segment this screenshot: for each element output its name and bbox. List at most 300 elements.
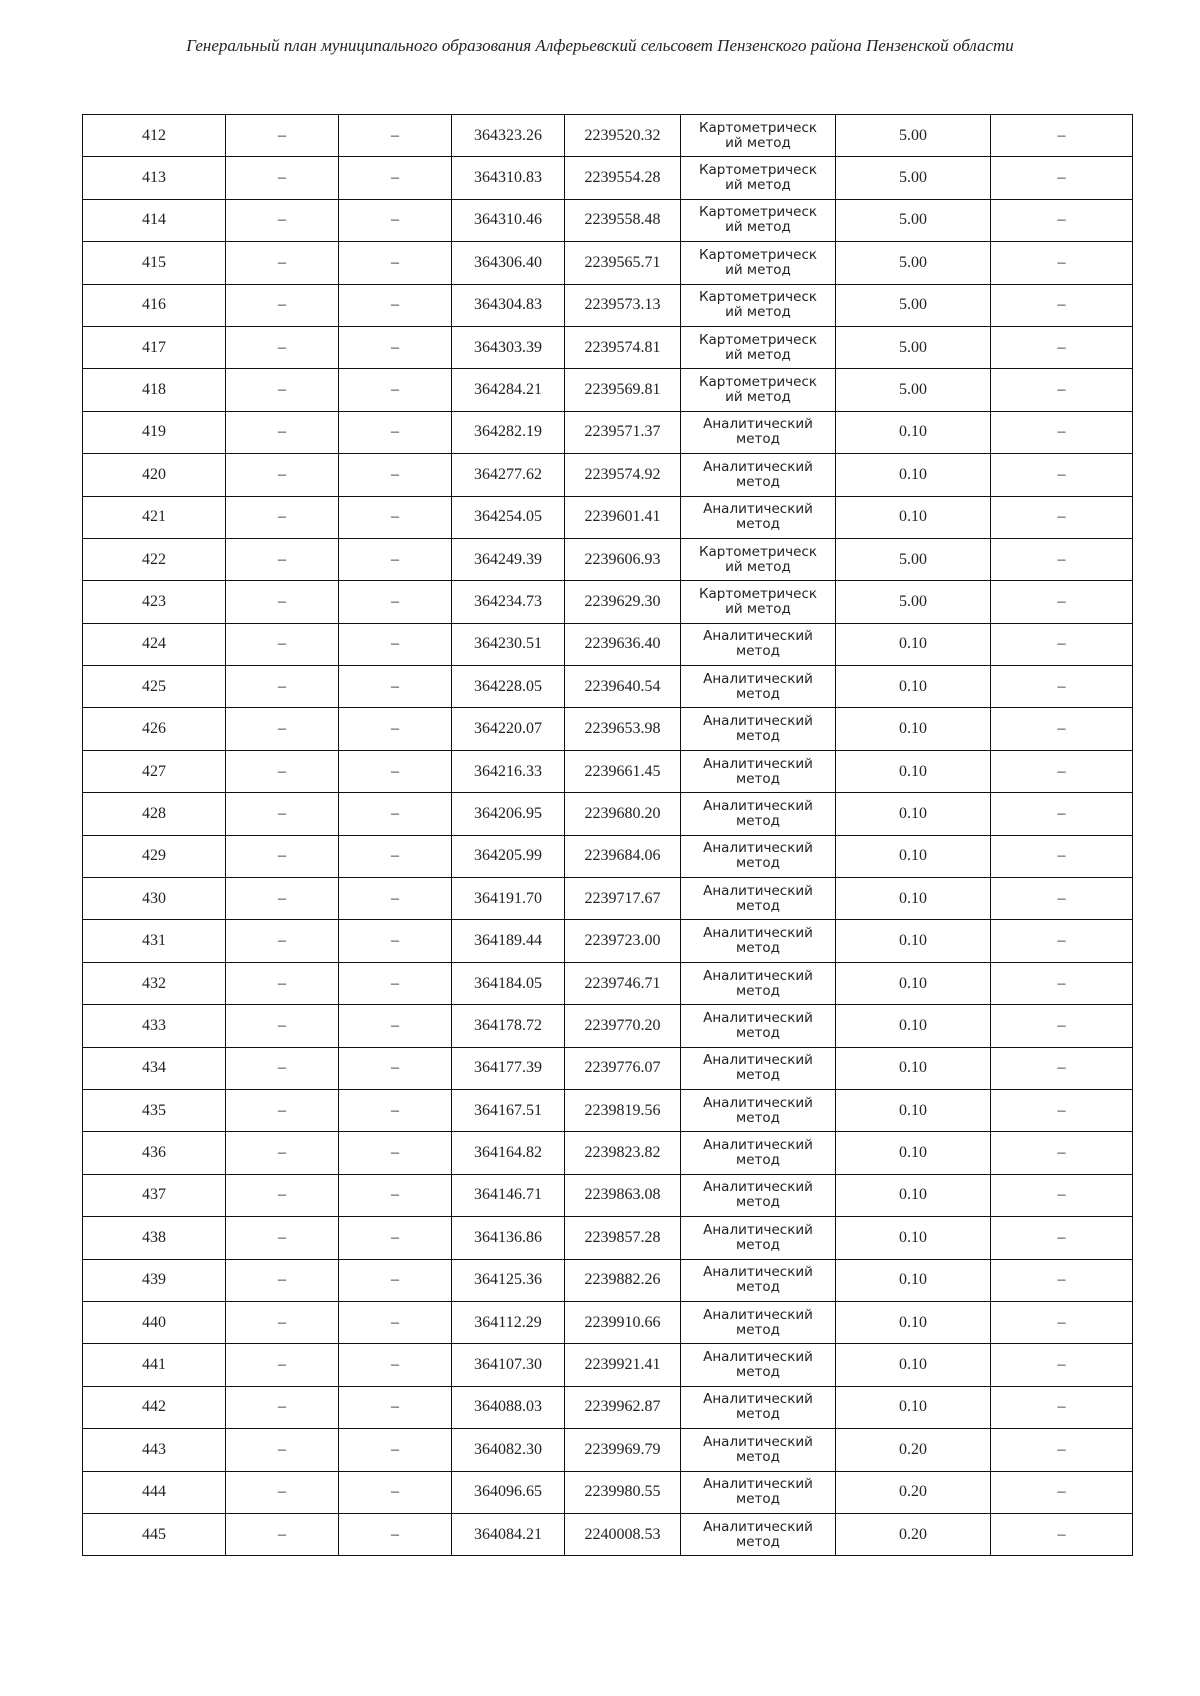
empty-cell: – bbox=[339, 242, 452, 284]
x-coordinate-cell: 364282.19 bbox=[452, 411, 565, 453]
empty-cell: – bbox=[226, 1429, 339, 1471]
empty-cell: – bbox=[991, 1089, 1133, 1131]
method-cell bbox=[681, 1047, 836, 1089]
x-coordinate-cell: 364167.51 bbox=[452, 1089, 565, 1131]
y-coordinate-cell: 2239653.98 bbox=[565, 708, 681, 750]
y-coordinate-cell: 2239863.08 bbox=[565, 1174, 681, 1216]
method-label: Картометрическ ий метод bbox=[698, 331, 818, 363]
table-row bbox=[83, 1259, 1133, 1301]
y-coordinate-cell: 2239980.55 bbox=[565, 1471, 681, 1513]
accuracy-cell: 5.00 bbox=[836, 199, 991, 241]
point-number-cell: 433 bbox=[83, 1005, 226, 1047]
method-cell bbox=[681, 369, 836, 411]
empty-cell: – bbox=[991, 920, 1133, 962]
accuracy-cell: 0.20 bbox=[836, 1429, 991, 1471]
x-coordinate-cell: 364310.46 bbox=[452, 199, 565, 241]
table-row bbox=[83, 793, 1133, 835]
y-coordinate-cell: 2239882.26 bbox=[565, 1259, 681, 1301]
empty-cell: – bbox=[339, 1513, 452, 1555]
empty-cell: – bbox=[991, 623, 1133, 665]
point-number-cell: 438 bbox=[83, 1217, 226, 1259]
y-coordinate-cell: 2239969.79 bbox=[565, 1429, 681, 1471]
point-number-cell: 445 bbox=[83, 1513, 226, 1555]
accuracy-cell: 0.20 bbox=[836, 1471, 991, 1513]
accuracy-cell: 0.10 bbox=[836, 1344, 991, 1386]
empty-cell: – bbox=[226, 962, 339, 1004]
point-number-cell: 440 bbox=[83, 1301, 226, 1343]
table-row bbox=[83, 962, 1133, 1004]
method-cell bbox=[681, 1174, 836, 1216]
table-body bbox=[83, 115, 1133, 1556]
accuracy-cell: 5.00 bbox=[836, 581, 991, 623]
empty-cell: – bbox=[226, 1089, 339, 1131]
method-cell bbox=[681, 496, 836, 538]
accuracy-cell: 0.10 bbox=[836, 496, 991, 538]
empty-cell: – bbox=[991, 1301, 1133, 1343]
accuracy-cell: 0.10 bbox=[836, 1174, 991, 1216]
accuracy-cell: 0.10 bbox=[836, 1217, 991, 1259]
accuracy-cell: 0.10 bbox=[836, 835, 991, 877]
y-coordinate-cell: 2239910.66 bbox=[565, 1301, 681, 1343]
method-cell bbox=[681, 793, 836, 835]
accuracy-cell: 0.10 bbox=[836, 454, 991, 496]
x-coordinate-cell: 364088.03 bbox=[452, 1386, 565, 1428]
empty-cell: – bbox=[339, 1217, 452, 1259]
x-coordinate-cell: 364107.30 bbox=[452, 1344, 565, 1386]
empty-cell: – bbox=[339, 199, 452, 241]
empty-cell: – bbox=[226, 1471, 339, 1513]
empty-cell: – bbox=[339, 1471, 452, 1513]
table-row bbox=[83, 623, 1133, 665]
method-label: Аналитический метод bbox=[703, 1433, 813, 1465]
method-cell bbox=[681, 878, 836, 920]
x-coordinate-cell: 364177.39 bbox=[452, 1047, 565, 1089]
empty-cell: – bbox=[991, 1174, 1133, 1216]
accuracy-cell: 0.10 bbox=[836, 411, 991, 453]
y-coordinate-cell: 2239857.28 bbox=[565, 1217, 681, 1259]
y-coordinate-cell: 2239680.20 bbox=[565, 793, 681, 835]
empty-cell: – bbox=[991, 1471, 1133, 1513]
y-coordinate-cell: 2239574.81 bbox=[565, 326, 681, 368]
empty-cell: – bbox=[226, 793, 339, 835]
point-number-cell: 434 bbox=[83, 1047, 226, 1089]
accuracy-cell: 0.10 bbox=[836, 1301, 991, 1343]
empty-cell: – bbox=[226, 750, 339, 792]
method-label: Аналитический метод bbox=[703, 416, 813, 448]
empty-cell: – bbox=[226, 199, 339, 241]
table-row bbox=[83, 1429, 1133, 1471]
table-row bbox=[83, 878, 1133, 920]
method-cell bbox=[681, 538, 836, 580]
empty-cell: – bbox=[991, 326, 1133, 368]
method-label: Аналитический метод bbox=[703, 1306, 813, 1338]
x-coordinate-cell: 364254.05 bbox=[452, 496, 565, 538]
point-number-cell: 430 bbox=[83, 878, 226, 920]
method-label: Аналитический метод bbox=[703, 1094, 813, 1126]
y-coordinate-cell: 2239554.28 bbox=[565, 157, 681, 199]
table-row bbox=[83, 115, 1133, 157]
point-number-cell: 432 bbox=[83, 962, 226, 1004]
x-coordinate-cell: 364234.73 bbox=[452, 581, 565, 623]
method-cell bbox=[681, 1471, 836, 1513]
x-coordinate-cell: 364284.21 bbox=[452, 369, 565, 411]
empty-cell: – bbox=[226, 920, 339, 962]
accuracy-cell: 0.10 bbox=[836, 962, 991, 1004]
empty-cell: – bbox=[991, 411, 1133, 453]
empty-cell: – bbox=[991, 1132, 1133, 1174]
empty-cell: – bbox=[339, 878, 452, 920]
method-cell bbox=[681, 750, 836, 792]
accuracy-cell: 5.00 bbox=[836, 284, 991, 326]
table-row bbox=[83, 1132, 1133, 1174]
point-number-cell: 414 bbox=[83, 199, 226, 241]
method-label: Аналитический метод bbox=[703, 755, 813, 787]
accuracy-cell: 0.10 bbox=[836, 1259, 991, 1301]
empty-cell: – bbox=[339, 157, 452, 199]
table-row bbox=[83, 1047, 1133, 1089]
empty-cell: – bbox=[226, 1005, 339, 1047]
empty-cell: – bbox=[226, 1259, 339, 1301]
table-row bbox=[83, 454, 1133, 496]
x-coordinate-cell: 364125.36 bbox=[452, 1259, 565, 1301]
point-number-cell: 428 bbox=[83, 793, 226, 835]
x-coordinate-cell: 364082.30 bbox=[452, 1429, 565, 1471]
empty-cell: – bbox=[226, 1217, 339, 1259]
table-row bbox=[83, 284, 1133, 326]
x-coordinate-cell: 364184.05 bbox=[452, 962, 565, 1004]
empty-cell: – bbox=[991, 750, 1133, 792]
x-coordinate-cell: 364220.07 bbox=[452, 708, 565, 750]
y-coordinate-cell: 2239746.71 bbox=[565, 962, 681, 1004]
empty-cell: – bbox=[339, 369, 452, 411]
method-label: Аналитический метод bbox=[703, 797, 813, 829]
method-cell bbox=[681, 1513, 836, 1555]
empty-cell: – bbox=[991, 454, 1133, 496]
method-cell bbox=[681, 1344, 836, 1386]
x-coordinate-cell: 364164.82 bbox=[452, 1132, 565, 1174]
empty-cell: – bbox=[339, 1005, 452, 1047]
empty-cell: – bbox=[991, 115, 1133, 157]
method-cell bbox=[681, 666, 836, 708]
x-coordinate-cell: 364189.44 bbox=[452, 920, 565, 962]
point-number-cell: 424 bbox=[83, 623, 226, 665]
accuracy-cell: 0.10 bbox=[836, 708, 991, 750]
x-coordinate-cell: 364112.29 bbox=[452, 1301, 565, 1343]
empty-cell: – bbox=[339, 581, 452, 623]
y-coordinate-cell: 2239717.67 bbox=[565, 878, 681, 920]
method-label: Картометрическ ий метод bbox=[698, 204, 818, 236]
table-row bbox=[83, 411, 1133, 453]
method-cell bbox=[681, 157, 836, 199]
accuracy-cell: 0.10 bbox=[836, 878, 991, 920]
empty-cell: – bbox=[226, 1344, 339, 1386]
empty-cell: – bbox=[339, 1386, 452, 1428]
empty-cell: – bbox=[226, 369, 339, 411]
empty-cell: – bbox=[339, 920, 452, 962]
empty-cell: – bbox=[226, 1513, 339, 1555]
table-row bbox=[83, 199, 1133, 241]
method-label: Картометрическ ий метод bbox=[698, 119, 818, 151]
accuracy-cell: 5.00 bbox=[836, 538, 991, 580]
point-number-cell: 431 bbox=[83, 920, 226, 962]
y-coordinate-cell: 2239573.13 bbox=[565, 284, 681, 326]
point-number-cell: 436 bbox=[83, 1132, 226, 1174]
empty-cell: – bbox=[991, 1344, 1133, 1386]
empty-cell: – bbox=[991, 1429, 1133, 1471]
empty-cell: – bbox=[226, 1047, 339, 1089]
method-cell bbox=[681, 1005, 836, 1047]
accuracy-cell: 0.10 bbox=[836, 1089, 991, 1131]
method-cell bbox=[681, 1429, 836, 1471]
empty-cell: – bbox=[991, 1047, 1133, 1089]
y-coordinate-cell: 2239921.41 bbox=[565, 1344, 681, 1386]
method-cell bbox=[681, 1217, 836, 1259]
method-label: Аналитический метод bbox=[703, 1221, 813, 1253]
empty-cell: – bbox=[226, 1301, 339, 1343]
method-label: Картометрическ ий метод bbox=[698, 585, 818, 617]
x-coordinate-cell: 364146.71 bbox=[452, 1174, 565, 1216]
point-number-cell: 412 bbox=[83, 115, 226, 157]
empty-cell: – bbox=[339, 793, 452, 835]
accuracy-cell: 0.10 bbox=[836, 1386, 991, 1428]
empty-cell: – bbox=[226, 1174, 339, 1216]
empty-cell: – bbox=[339, 496, 452, 538]
method-label: Аналитический метод bbox=[703, 1476, 813, 1508]
point-number-cell: 417 bbox=[83, 326, 226, 368]
empty-cell: – bbox=[339, 1344, 452, 1386]
empty-cell: – bbox=[226, 242, 339, 284]
y-coordinate-cell: 2239520.32 bbox=[565, 115, 681, 157]
method-label: Аналитический метод bbox=[703, 1391, 813, 1423]
method-cell bbox=[681, 920, 836, 962]
point-number-cell: 418 bbox=[83, 369, 226, 411]
accuracy-cell: 5.00 bbox=[836, 369, 991, 411]
empty-cell: – bbox=[991, 1217, 1133, 1259]
x-coordinate-cell: 364228.05 bbox=[452, 666, 565, 708]
empty-cell: – bbox=[226, 878, 339, 920]
point-number-cell: 437 bbox=[83, 1174, 226, 1216]
accuracy-cell: 5.00 bbox=[836, 326, 991, 368]
method-label: Аналитический метод bbox=[703, 840, 813, 872]
method-cell bbox=[681, 1089, 836, 1131]
y-coordinate-cell: 2239629.30 bbox=[565, 581, 681, 623]
method-label: Аналитический метод bbox=[703, 1518, 813, 1550]
empty-cell: – bbox=[991, 878, 1133, 920]
method-cell bbox=[681, 411, 836, 453]
empty-cell: – bbox=[991, 962, 1133, 1004]
empty-cell: – bbox=[339, 115, 452, 157]
empty-cell: – bbox=[339, 538, 452, 580]
point-number-cell: 443 bbox=[83, 1429, 226, 1471]
accuracy-cell: 0.10 bbox=[836, 793, 991, 835]
empty-cell: – bbox=[991, 496, 1133, 538]
empty-cell: – bbox=[339, 750, 452, 792]
empty-cell: – bbox=[226, 623, 339, 665]
y-coordinate-cell: 2240008.53 bbox=[565, 1513, 681, 1555]
empty-cell: – bbox=[991, 199, 1133, 241]
accuracy-cell: 0.10 bbox=[836, 1047, 991, 1089]
point-number-cell: 426 bbox=[83, 708, 226, 750]
table-row bbox=[83, 1174, 1133, 1216]
empty-cell: – bbox=[339, 1174, 452, 1216]
point-number-cell: 442 bbox=[83, 1386, 226, 1428]
method-cell bbox=[681, 623, 836, 665]
method-label: Картометрическ ий метод bbox=[698, 162, 818, 194]
y-coordinate-cell: 2239640.54 bbox=[565, 666, 681, 708]
point-number-cell: 422 bbox=[83, 538, 226, 580]
empty-cell: – bbox=[339, 708, 452, 750]
method-cell bbox=[681, 115, 836, 157]
empty-cell: – bbox=[339, 835, 452, 877]
method-label: Картометрическ ий метод bbox=[698, 246, 818, 278]
accuracy-cell: 5.00 bbox=[836, 242, 991, 284]
empty-cell: – bbox=[339, 962, 452, 1004]
point-number-cell: 435 bbox=[83, 1089, 226, 1131]
y-coordinate-cell: 2239776.07 bbox=[565, 1047, 681, 1089]
point-number-cell: 427 bbox=[83, 750, 226, 792]
table-row bbox=[83, 1386, 1133, 1428]
empty-cell: – bbox=[339, 411, 452, 453]
table-row bbox=[83, 1005, 1133, 1047]
coordinates-table bbox=[82, 114, 1133, 1556]
x-coordinate-cell: 364191.70 bbox=[452, 878, 565, 920]
empty-cell: – bbox=[991, 157, 1133, 199]
empty-cell: – bbox=[339, 623, 452, 665]
method-label: Аналитический метод bbox=[703, 1009, 813, 1041]
point-number-cell: 441 bbox=[83, 1344, 226, 1386]
y-coordinate-cell: 2239684.06 bbox=[565, 835, 681, 877]
x-coordinate-cell: 364205.99 bbox=[452, 835, 565, 877]
y-coordinate-cell: 2239574.92 bbox=[565, 454, 681, 496]
y-coordinate-cell: 2239819.56 bbox=[565, 1089, 681, 1131]
method-cell bbox=[681, 708, 836, 750]
method-label: Аналитический метод bbox=[703, 501, 813, 533]
empty-cell: – bbox=[226, 1132, 339, 1174]
empty-cell: – bbox=[991, 538, 1133, 580]
empty-cell: – bbox=[991, 835, 1133, 877]
empty-cell: – bbox=[339, 284, 452, 326]
y-coordinate-cell: 2239723.00 bbox=[565, 920, 681, 962]
empty-cell: – bbox=[991, 1513, 1133, 1555]
accuracy-cell: 0.10 bbox=[836, 920, 991, 962]
accuracy-cell: 5.00 bbox=[836, 157, 991, 199]
empty-cell: – bbox=[991, 581, 1133, 623]
y-coordinate-cell: 2239661.45 bbox=[565, 750, 681, 792]
empty-cell: – bbox=[226, 115, 339, 157]
point-number-cell: 425 bbox=[83, 666, 226, 708]
table-row bbox=[83, 1301, 1133, 1343]
method-cell bbox=[681, 1132, 836, 1174]
x-coordinate-cell: 364323.26 bbox=[452, 115, 565, 157]
x-coordinate-cell: 364084.21 bbox=[452, 1513, 565, 1555]
empty-cell: – bbox=[991, 1259, 1133, 1301]
accuracy-cell: 0.10 bbox=[836, 623, 991, 665]
y-coordinate-cell: 2239569.81 bbox=[565, 369, 681, 411]
table-row bbox=[83, 1471, 1133, 1513]
empty-cell: – bbox=[226, 1386, 339, 1428]
x-coordinate-cell: 364303.39 bbox=[452, 326, 565, 368]
x-coordinate-cell: 364230.51 bbox=[452, 623, 565, 665]
point-number-cell: 413 bbox=[83, 157, 226, 199]
table-row bbox=[83, 666, 1133, 708]
method-label: Аналитический метод bbox=[703, 1349, 813, 1381]
x-coordinate-cell: 364304.83 bbox=[452, 284, 565, 326]
table-row bbox=[83, 538, 1133, 580]
point-number-cell: 420 bbox=[83, 454, 226, 496]
point-number-cell: 429 bbox=[83, 835, 226, 877]
empty-cell: – bbox=[991, 793, 1133, 835]
y-coordinate-cell: 2239601.41 bbox=[565, 496, 681, 538]
y-coordinate-cell: 2239558.48 bbox=[565, 199, 681, 241]
method-label: Аналитический метод bbox=[703, 458, 813, 490]
empty-cell: – bbox=[226, 538, 339, 580]
method-label: Картометрическ ий метод bbox=[698, 543, 818, 575]
point-number-cell: 423 bbox=[83, 581, 226, 623]
empty-cell: – bbox=[339, 1259, 452, 1301]
accuracy-cell: 0.10 bbox=[836, 666, 991, 708]
empty-cell: – bbox=[991, 1005, 1133, 1047]
empty-cell: – bbox=[339, 1089, 452, 1131]
table-row bbox=[83, 708, 1133, 750]
method-label: Картометрическ ий метод bbox=[698, 289, 818, 321]
method-label: Аналитический метод bbox=[703, 1264, 813, 1296]
method-label: Аналитический метод bbox=[703, 713, 813, 745]
table-row bbox=[83, 369, 1133, 411]
y-coordinate-cell: 2239606.93 bbox=[565, 538, 681, 580]
x-coordinate-cell: 364096.65 bbox=[452, 1471, 565, 1513]
method-cell bbox=[681, 454, 836, 496]
method-cell bbox=[681, 199, 836, 241]
accuracy-cell: 0.10 bbox=[836, 1132, 991, 1174]
empty-cell: – bbox=[991, 284, 1133, 326]
empty-cell: – bbox=[226, 326, 339, 368]
method-cell bbox=[681, 962, 836, 1004]
table-row bbox=[83, 835, 1133, 877]
method-cell bbox=[681, 835, 836, 877]
empty-cell: – bbox=[991, 369, 1133, 411]
empty-cell: – bbox=[339, 1132, 452, 1174]
accuracy-cell: 5.00 bbox=[836, 115, 991, 157]
method-label: Аналитический метод bbox=[703, 882, 813, 914]
method-cell bbox=[681, 326, 836, 368]
x-coordinate-cell: 364206.95 bbox=[452, 793, 565, 835]
empty-cell: – bbox=[226, 157, 339, 199]
table-row bbox=[83, 1217, 1133, 1259]
x-coordinate-cell: 364306.40 bbox=[452, 242, 565, 284]
empty-cell: – bbox=[339, 666, 452, 708]
empty-cell: – bbox=[339, 326, 452, 368]
point-number-cell: 444 bbox=[83, 1471, 226, 1513]
empty-cell: – bbox=[339, 454, 452, 496]
method-label: Аналитический метод bbox=[703, 670, 813, 702]
method-label: Аналитический метод bbox=[703, 967, 813, 999]
empty-cell: – bbox=[226, 581, 339, 623]
method-cell bbox=[681, 1301, 836, 1343]
empty-cell: – bbox=[991, 666, 1133, 708]
method-label: Аналитический метод bbox=[703, 1052, 813, 1084]
table-row bbox=[83, 1513, 1133, 1555]
accuracy-cell: 0.20 bbox=[836, 1513, 991, 1555]
table-row bbox=[83, 496, 1133, 538]
x-coordinate-cell: 364216.33 bbox=[452, 750, 565, 792]
x-coordinate-cell: 364277.62 bbox=[452, 454, 565, 496]
empty-cell: – bbox=[339, 1301, 452, 1343]
table-row bbox=[83, 242, 1133, 284]
accuracy-cell: 0.10 bbox=[836, 1005, 991, 1047]
empty-cell: – bbox=[991, 242, 1133, 284]
method-cell bbox=[681, 1259, 836, 1301]
empty-cell: – bbox=[991, 1386, 1133, 1428]
